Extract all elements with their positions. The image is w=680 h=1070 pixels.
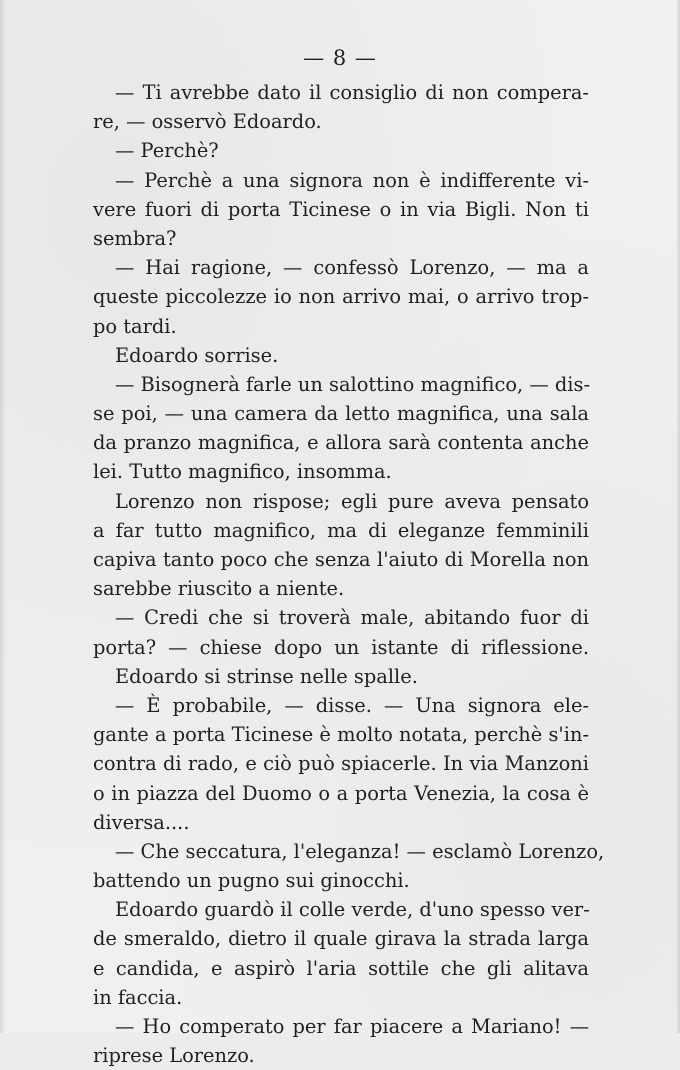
text-line: o in piazza del Duomo o a porta Venezia, la cosa è <box>93 781 589 805</box>
page-number: — 8 — <box>303 46 377 70</box>
text-line: sarebbe riuscito a niente. <box>93 577 345 601</box>
text-line: — È probabile, — disse. — Una signora ele- <box>115 693 589 717</box>
text-line: Edoardo si strinse nelle spalle. <box>115 664 418 688</box>
text-line: sembra? <box>93 226 177 250</box>
text-line: — Ti avrebbe dato il consiglio di non compera- <box>115 81 589 104</box>
page-right-edge-shadow <box>676 0 680 1033</box>
text-line: da pranzo magnifica, e allora sarà contenta anche <box>93 431 589 455</box>
body-text <box>93 78 605 1070</box>
text-line: — Hai ragione, — confessò Lorenzo, — ma a <box>115 256 589 280</box>
text-line: — Che seccatura, l'eleganza! — esclamò Lorenzo, <box>115 839 605 863</box>
text-line: Edoardo guardò il colle verde, d'uno spesso ver- <box>115 898 590 922</box>
text-line: vere fuori di porta Ticinese o in via Bigli. Non ti <box>93 197 589 221</box>
text-line: in faccia. <box>93 985 183 1009</box>
text-line: — Credi che si troverà male, abitando fuor di <box>115 606 589 630</box>
text-line: po tardi. <box>93 314 177 338</box>
page-left-edge-shadow <box>0 0 6 1033</box>
text-line: e candida, e aspirò l'aria sottile che gli alitava <box>93 956 589 980</box>
text-line: porta? — chiese dopo un istante di riflessione. <box>93 635 589 659</box>
text-line: Edoardo sorrise. <box>115 343 279 367</box>
text-line: queste piccolezze io non arrivo mai, o arrivo trop- <box>93 285 589 309</box>
text-line: capiva tanto poco che senza l'aiuto di Morella non <box>93 548 589 571</box>
text-line: riprese Lorenzo. <box>93 1044 255 1068</box>
text-line: gante a porta Ticinese è molto notata, perchè s'in- <box>93 723 589 747</box>
text-line: diversa.... <box>93 810 190 834</box>
text-line: — Perchè? <box>115 139 219 163</box>
text-line: contra di rado, e ciò può spiacerle. In via Manzoni <box>93 752 589 776</box>
text-line: Lorenzo non rispose; egli pure aveva pensato <box>115 489 589 513</box>
text-line: battendo un pugno sui ginocchi. <box>93 869 410 893</box>
text-line: re, — osservò Edoardo. <box>93 110 322 134</box>
text-line: — Perchè a una signora non è indifferente vi- <box>115 168 589 192</box>
text-line: de smeraldo, dietro il quale girava la strada larga <box>93 927 589 951</box>
text-line: — Ho comperato per far piacere a Mariano! — <box>115 1015 589 1038</box>
text-line: a far tutto magnifico, ma di eleganze femminili <box>93 518 589 542</box>
text-line: — Bisognerà farle un salottino magnifico, — dis- <box>115 372 591 396</box>
text-line: lei. Tutto magnifico, insomma. <box>93 460 392 484</box>
text-line: se poi, — una camera da letto magnifica, una sala <box>93 402 589 426</box>
